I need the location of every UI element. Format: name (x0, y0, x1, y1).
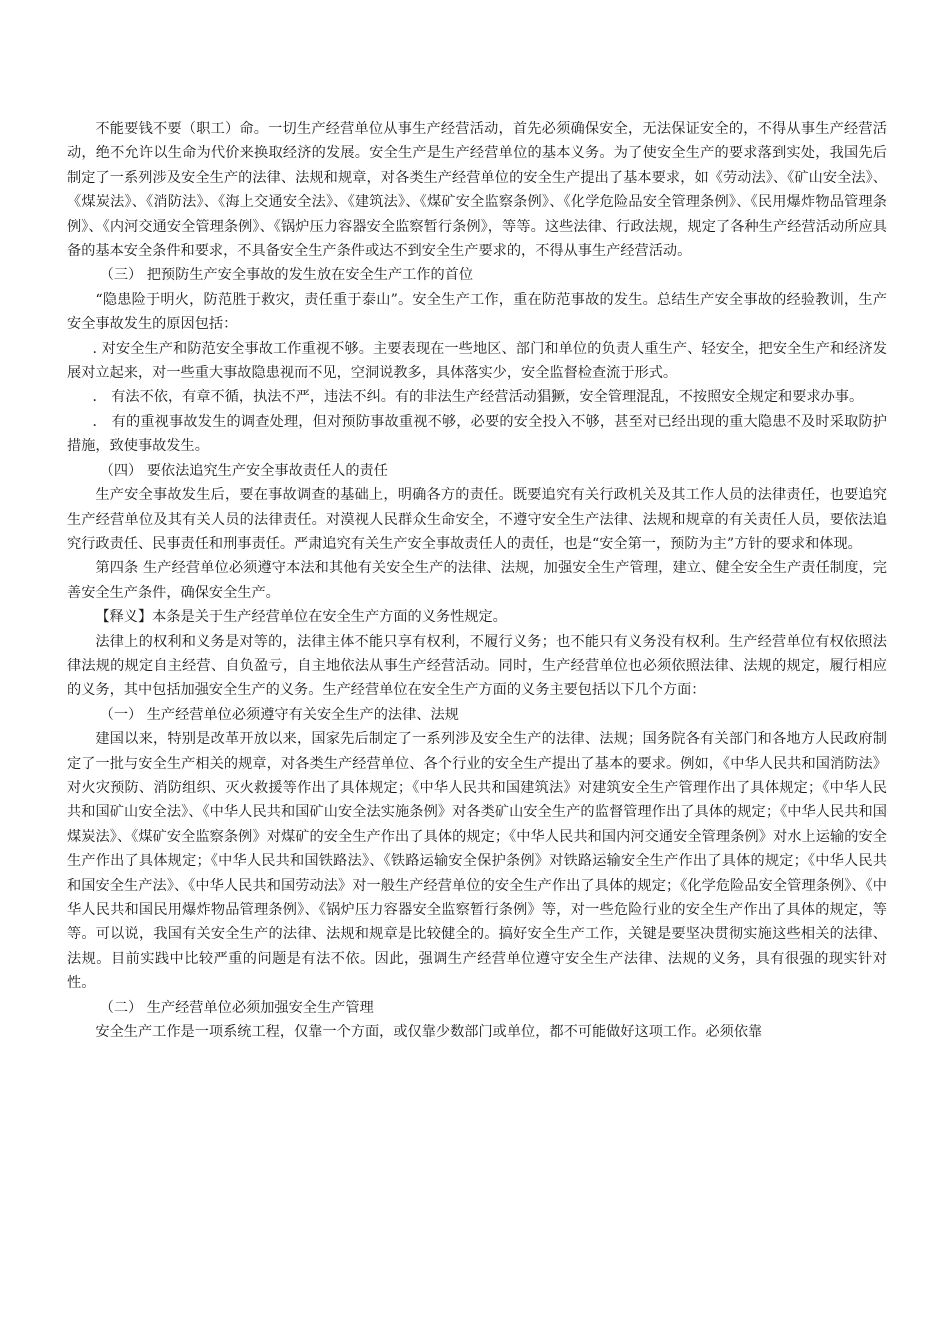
paragraph-body: 安全生产工作是一项系统工程，仅靠一个方面，或仅靠少数部门或单位，都不可能做好这项工作。必须依靠 (95, 1024, 763, 1041)
paragraph-body: “隐患险于明火，防范胜于救灾，责任重于泰山”。安全生产工作，重在防范事故的发生。总结生产安全事故的经验教训，生产安全事故发生的原因包括： (67, 291, 887, 333)
section-heading-4: （四） 要依法追究生产安全事故责任人的责任 (99, 462, 388, 479)
paragraph-body: 法律上的权利和义务是对等的，法律主体不能只享有权利，不履行义务；也不能只有义务没有权利。生产经营单位有权依照法律法规的规定自主经营、自负盈亏，自主地依法从事生产经营活动。同时，生产经营单位也必须依照法律、法规的规定，履行相应的义务，其中包括加强安全生产的义务。生产经营单位在安全生产方面的义务主要包括以下几个方面： (67, 633, 887, 699)
section-heading-2: （二） 生产经营单位必须加强安全生产管理 (99, 999, 374, 1016)
paragraph-body: 不能要钱不要（职工）命。一切生产经营单位从事生产经营活动，首先必须确保安全，无法保证安全的，不得从事生产经营活动，绝不允许以生命为代价来换取经济的发展。安全生产是生产经营单位的基本义务。为了使安全生产的要求落到实处，我国先后制定了一系列涉及安全生产的法律、法规和规章，对各类生产经营单位的安全生产提出了基本要求，如《劳动法》、《矿山安全法》、《煤炭法》、《消防法》、《海上交通安全法》、《建筑法》、《煤矿安全监察条例》、《化学危险品安全管理条例》、《民用爆炸物品管理条例》、《内河交通安全管理条例》、《锅炉压力容器安全监察暂行条例》，等等。这些法律、行政法规，规定了各种生产经营活动所应具备的基本安全条件和要求，不具备安全生产条件或达不到安全生产要求的，不得从事生产经营活动。 (67, 121, 887, 260)
paragraph-body: 建国以来，特别是改革开放以来，国家先后制定了一系列涉及安全生产的法律、法规；国务院各有关部门和各地方人民政府制定了一批与安全生产相关的规章，对各类生产经营单位、各个行业的安全生产提出了基本的要求。例如，《中华人民共和国消防法》对火灾预防、消防组织、灭火救援等作出了具体规定；《中华人民共和国建筑法》对建筑安全生产管理作出了具体规定；《中华人民共和国矿山安全法》、《中华人民共和国矿山安全法实施条例》对各类矿山安全生产的监督管理作出了具体的规定；《中华人民共和国煤炭法》、《煤矿安全监察条例》对煤矿的安全生产作出了具体的规定；《中华人民共和国内河交通安全管理条例》对水上运输的安全生产作出了具体规定；《中华人民共和国铁路法》、《铁路运输安全保护条例》对铁路运输安全生产作出了具体的规定；《中华人民共和国安全生产法》、《中华人民共和国劳动法》对一般生产经营单位的安全生产作出了具体的规定；《化学危险品安全管理条例》、《中华人民共和国民用爆炸物品管理条例》、《锅炉压力容器安全监察暂行条例》等，对一些危险行业的安全生产作出了具体的规定，等等。可以说，我国有关安全生产的法律、法规和规章是比较健全的。搞好安全生产工作，关键是要坚决贯彻实施这些相关的法律、法规。目前实践中比较严重的问题是有法不依。因此，强调生产经营单位遵守安全生产法律、法规的义务，具有很强的现实针对性。 (67, 731, 887, 992)
article-four: 第四条 生产经营单位必须遵守本法和其他有关安全生产的法律、法规，加强安全生产管理，建立、健全安全生产责任制度，完善安全生产条件，确保安全生产。 (67, 560, 887, 601)
document-page (67, 117, 887, 1044)
interpretation-label: 【释义】本条是关于生产经营单位在安全生产方面的义务性规定。 (95, 609, 507, 626)
paragraph-body: 生产安全事故发生后，要在事故调查的基础上，明确各方的责任。既要追究有关行政机关及其工作人员的法律责任，也要追究生产经营单位及其有关人员的法律责任。对漠视人民群众生命安全，不遵守安全生产法律、法规和规章的有关责任人员，要依法追究行政责任、民事责任和刑事责任。严肃追究有关生产安全事故责任人的责任，也是“安全第一，预防为主”方针的要求和体现。 (67, 487, 887, 552)
section-heading-3: （三） 把预防生产安全事故的发生放在安全生产工作的首位 (99, 267, 474, 284)
section-heading-1: （一） 生产经营单位必须遵守有关安全生产的法律、法规 (99, 706, 459, 723)
list-item-cause-2: ． 有法不依，有章不循，执法不严，违法不纠。有的非法生产经营活动猖獗，安全管理混乱，不按照安全规定和要求办事。 (92, 389, 864, 406)
list-item-cause-3: ． 有的重视事故发生的调查处理，但对预防事故重视不够，必要的安全投入不够，甚至对已经出现的重大隐患不及时采取防护措施，致使事故发生。 (67, 413, 887, 455)
list-item-cause-1: . 对安全生产和防范安全事故工作重视不够。主要表现在一些地区、部门和单位的负责人重生产、轻安全，把安全生产和经济发展对立起来，对一些重大事故隐患视而不见，空洞说教多，具体落实少，安全监督检查流于形式。 (67, 340, 887, 382)
